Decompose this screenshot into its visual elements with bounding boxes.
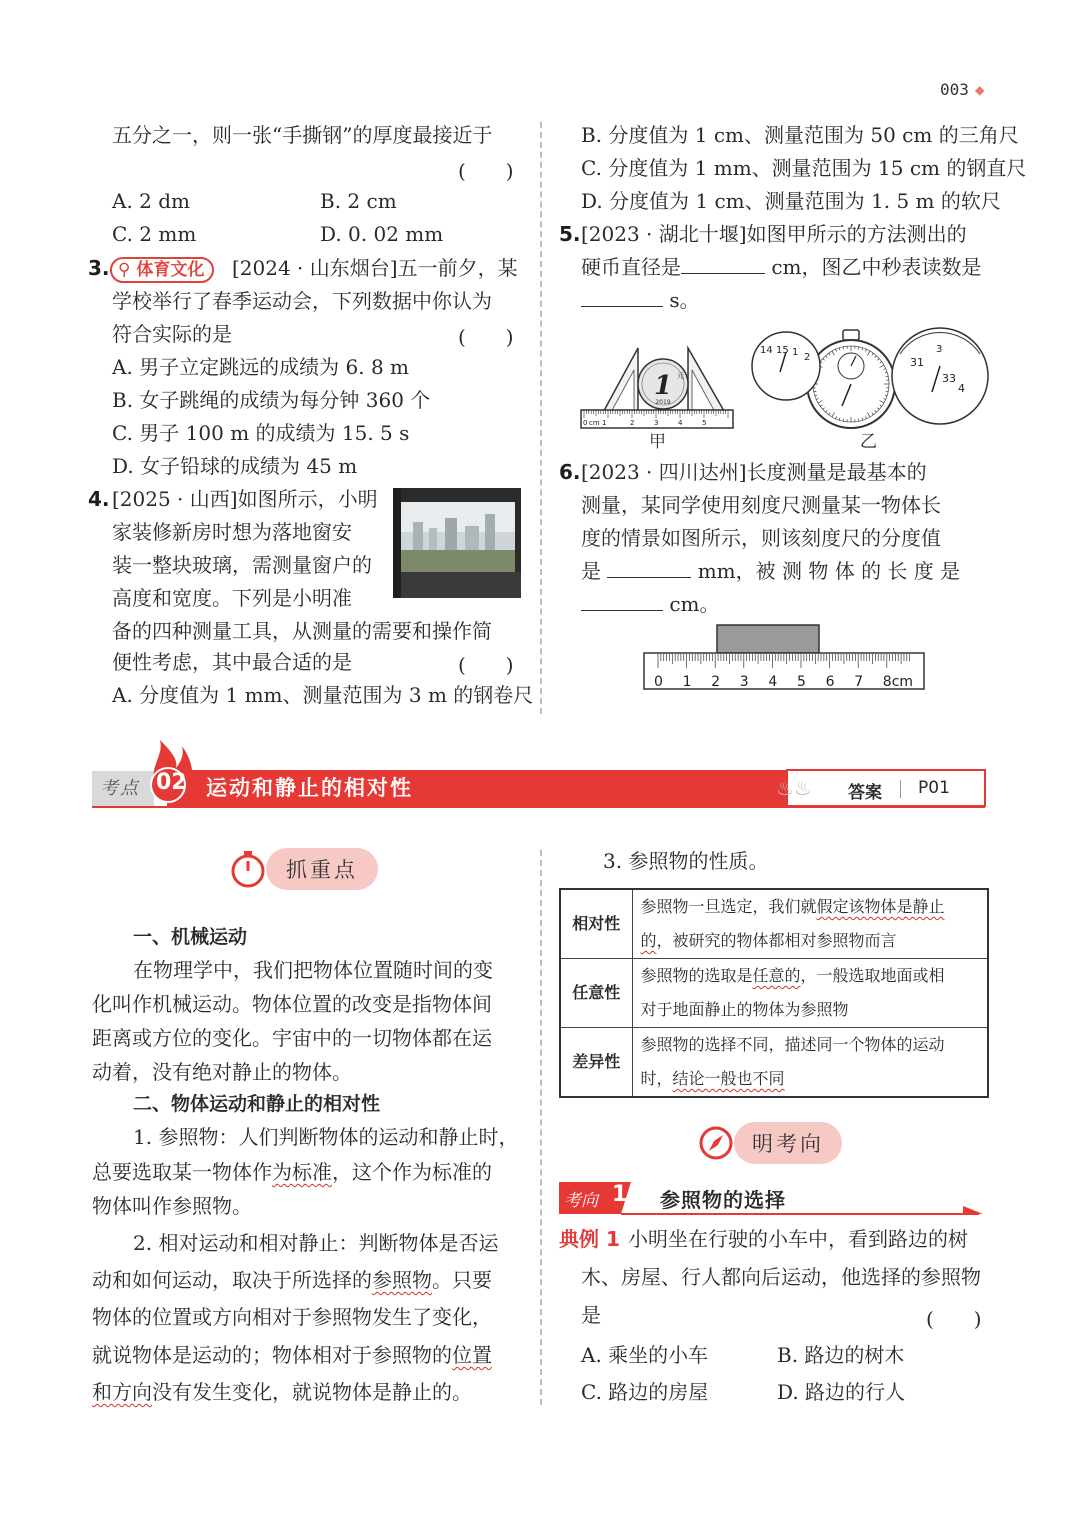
q4-option-b: B. 分度值为 1 cm、测量范围为 50 cm 的三角尺: [581, 123, 1019, 147]
props-title: 3. 参照物的性质。: [603, 849, 769, 873]
q3-line-1: [2024 · 山东烟台]五一前夕，某: [232, 256, 518, 280]
svg-text:15: 15: [776, 345, 789, 356]
q2-option-c: C. 2 mm: [112, 222, 197, 246]
answer-page[interactable]: P01: [918, 778, 950, 798]
svg-text:元: 元: [677, 372, 684, 380]
section-title: 运动和静止的相对性: [206, 776, 413, 800]
para-1-line-2: 化叫作机械运动。物体位置的改变是指物体间: [92, 992, 492, 1016]
q3-line-2: 学校举行了春季运动会，下列数据中你认为: [112, 289, 492, 313]
window-photo: [393, 488, 521, 598]
ruler-label: 0: [654, 674, 663, 690]
q3-answer-paren: ( ): [458, 325, 514, 349]
para-3-line-5: 和方向没有发生变化，就说物体是静止的。: [92, 1380, 472, 1404]
q2-option-a: A. 2 dm: [112, 189, 191, 213]
example-label: 典例 1: [559, 1227, 620, 1251]
ruler-label: 7: [854, 674, 864, 690]
answer-divider: [900, 780, 901, 798]
stopwatch-figure: [750, 326, 992, 430]
q3-option-c: C. 男子 100 m 的成绩为 15. 5 s: [112, 421, 410, 445]
q6-line-2: 测量，某同学使用刻度尺测量某一物体长: [581, 493, 941, 517]
para-3-line-4: 就说物体是运动的；物体相对于参照物的位置: [92, 1343, 492, 1367]
para-1-line-4: 动着，没有绝对静止的物体。: [92, 1060, 352, 1084]
difficulty-rating: [722, 776, 812, 800]
q3-option-d: D. 女子铅球的成绩为 45 m: [112, 454, 358, 478]
ruler-figure: [642, 624, 926, 692]
column-divider-top: [540, 122, 542, 714]
column-divider-bottom: [540, 850, 542, 1405]
para-3-line-2: 动和如何运动，取决于所选择的参照物。只要: [92, 1268, 492, 1292]
q6-line-3: 度的情景如图所示，则该刻度尺的分度值: [581, 526, 941, 550]
ruler-label: 6: [825, 674, 835, 690]
q2-option-b: B. 2 cm: [320, 189, 397, 213]
heading-mechanical-motion: 一、机械运动: [133, 926, 248, 948]
svg-text:2: 2: [804, 352, 811, 363]
ruler-label: 8cm: [882, 674, 914, 690]
q6-blank-length[interactable]: [581, 591, 663, 611]
table-row: [560, 959, 988, 1028]
table-cell: 参照物的选取是任意的，一般选取地面或相 对于地面静止的物体为参照物: [632, 959, 988, 1028]
q3-tag-label: 体育文化: [136, 260, 205, 280]
q4-line-3: 装一整块玻璃，需测量窗户的: [112, 553, 372, 577]
example-line-3: 是: [581, 1303, 601, 1327]
answer-label: 答案: [848, 783, 882, 803]
pin-icon: ⚲: [118, 260, 137, 280]
svg-text:3: 3: [936, 344, 943, 355]
svg-text:2019: 2019: [655, 399, 671, 406]
q4-answer-paren: ( ): [458, 653, 514, 677]
ruler-label: 2: [711, 674, 721, 690]
q4-option-d: D. 分度值为 1 cm、测量范围为 1. 5 m 的软尺: [581, 189, 1001, 213]
example-option-b: B. 路边的树木: [777, 1343, 905, 1367]
q6-line-1: [2023 · 四川达州]长度测量是最基本的: [581, 460, 927, 484]
figure-label-jia: 甲: [649, 432, 666, 452]
q5-line-3: s。: [581, 285, 700, 315]
example-answer-paren: ( ): [926, 1307, 982, 1331]
para-3-line-1: 2. 相对运动和相对静止：判断物体是否运: [133, 1231, 499, 1255]
svg-text:2: 2: [630, 419, 635, 427]
coin-ruler-figure: [580, 340, 736, 432]
pill-direction-label: 明考向: [734, 1122, 842, 1164]
q3-tag: [110, 256, 214, 283]
q3-option-a: A. 男子立定跳远的成绩为 6. 8 m: [112, 355, 410, 379]
flame-icon: ♨: [757, 776, 776, 800]
q6-line-4: 是 mm，被 测 物 体 的 长 度 是: [581, 559, 961, 583]
pill-focus-label: 抓重点: [266, 848, 378, 890]
svg-text:5: 5: [702, 419, 707, 427]
table-cell: 参照物一旦选定，我们就假定该物体是静止 的，被研究的物体都相对参照物而言: [632, 889, 988, 959]
flame-icon: ♨: [722, 776, 740, 800]
para-2-line-2: 总要选取某一物体作为标准，这个作为标准的: [92, 1160, 492, 1184]
svg-text:33: 33: [942, 372, 956, 385]
ruler-label: 1: [682, 674, 692, 690]
svg-text:1: 1: [602, 419, 607, 427]
q5-line-2: 硬币直径是 cm，图乙中秒表读数是: [581, 255, 982, 279]
flame-icon: ♨: [739, 776, 758, 800]
svg-text:31: 31: [910, 356, 924, 369]
table-row: [560, 889, 988, 959]
example-option-d: D. 路边的行人: [777, 1380, 906, 1404]
q4-line-2: 家装修新房时想为落地窗安: [112, 520, 352, 544]
table-head-arbitrary: 任意性: [560, 959, 632, 1028]
q5-blank-time[interactable]: [581, 287, 663, 307]
para-1-line-3: 距离或方位的变化。宇宙中的一切物体都在运: [92, 1026, 492, 1050]
heading-relativity: 二、物体运动和静止的相对性: [133, 1093, 381, 1115]
q3-line-3: 符合实际的是: [112, 322, 232, 346]
q5-number: 5.: [559, 222, 581, 246]
svg-text:14: 14: [760, 345, 773, 356]
q3-number: 3.: [88, 256, 110, 280]
example-line-1: 小明坐在行驶的小车中，看到路边的树: [628, 1227, 968, 1251]
ruler-label: 4: [768, 674, 778, 690]
svg-text:4: 4: [678, 419, 683, 427]
q4-line-6: 便性考虑，其中最合适的是: [112, 650, 352, 674]
q4-number: 4.: [88, 487, 110, 511]
kaoxiang-label: 考向: [564, 1191, 598, 1211]
table-head-difference: 差异性: [560, 1028, 632, 1098]
ruler-label: 3: [739, 674, 749, 690]
figure-label-yi: 乙: [860, 432, 877, 452]
q3-option-b: B. 女子跳绳的成绩为每分钟 360 个: [112, 388, 431, 412]
q5-line-1: [2023 · 湖北十堰]如图甲所示的方法测出的: [581, 222, 967, 246]
diamond-icon: ◆: [974, 80, 985, 99]
flame-icon: ♨: [793, 776, 812, 800]
para-3-line-3: 物体的位置或方向相对于参照物发生了变化，: [92, 1305, 492, 1329]
q4-option-a: A. 分度值为 1 mm、测量范围为 3 m 的钢卷尺: [112, 683, 534, 707]
kaodian-number: 02: [156, 770, 187, 795]
table-cell: 参照物的选择不同，描述同一个物体的运动 时，结论一般也不同: [632, 1028, 988, 1098]
q6-number: 6.: [559, 460, 581, 484]
example-option-c: C. 路边的房屋: [581, 1380, 709, 1404]
q6-line-5: cm。: [581, 589, 720, 619]
reference-table: [559, 888, 989, 1098]
q2-option-d: D. 0. 02 mm: [320, 222, 444, 246]
kaoxiang-number: 1: [612, 1182, 628, 1207]
svg-text:0: 0: [583, 419, 588, 427]
example-line-2: 木、房屋、行人都向后运动，他选择的参照物: [581, 1265, 981, 1289]
q4-option-c: C. 分度值为 1 mm、测量范围为 15 cm 的钢直尺: [581, 156, 1027, 180]
svg-text:1: 1: [792, 347, 799, 358]
q4-line-4: 高度和宽度。下列是小明准: [112, 586, 352, 610]
kaoxiang-title: 参照物的选择: [660, 1188, 786, 1212]
stopwatch-icon: [230, 848, 268, 890]
kaodian-label: 考点: [100, 778, 140, 799]
q6-blank-division[interactable]: [607, 558, 691, 578]
para-2-line-1: 1. 参照物：人们判断物体的运动和静止时，: [133, 1125, 519, 1149]
q4-line-5: 备的四种测量工具，从测量的需要和操作简: [112, 619, 492, 643]
svg-text:4: 4: [958, 382, 965, 395]
example-option-a: A. 乘坐的小车: [581, 1343, 709, 1367]
q2-answer-paren: ( ): [458, 159, 514, 183]
para-1-line-1: 在物理学中，我们把物体位置随时间的变: [133, 958, 493, 982]
svg-text:cm: cm: [589, 419, 600, 427]
para-2-line-3: 物体叫作参照物。: [92, 1194, 252, 1218]
table-row: [560, 1028, 988, 1098]
table-head-relativity: 相对性: [560, 889, 632, 959]
measured-block: [717, 625, 819, 653]
svg-text:1: 1: [653, 371, 673, 401]
ruler-label: 5: [797, 674, 806, 690]
flame-icon: ♨: [775, 776, 794, 800]
svg-text:3: 3: [654, 419, 659, 427]
q5-blank-diameter[interactable]: [681, 254, 765, 274]
q2-stem: 五分之一，则一张“手撕钢”的厚度最接近于: [112, 123, 493, 147]
compass-icon: [698, 1122, 736, 1164]
page-number: 003 ◆: [940, 80, 985, 99]
q4-line-1: [2025 · 山西]如图所示，小明: [112, 487, 378, 511]
